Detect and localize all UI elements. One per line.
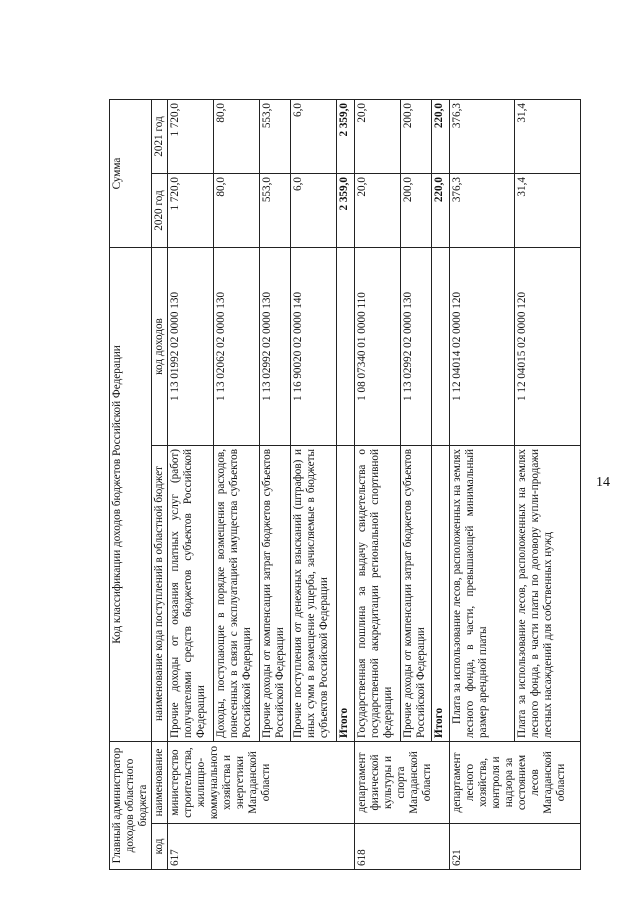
total-kbk-empty [432, 247, 449, 445]
row-2020: 553,0 [259, 173, 291, 247]
row-2021: 31,4 [515, 99, 581, 173]
row-2021: 376,3 [449, 99, 515, 173]
row-desc: Государственная пошлина за выдачу свидетельства о государственной аккредитации региональной спортивной федерации [354, 446, 400, 742]
total-2020: 220,0 [432, 173, 449, 247]
row-2020: 20,0 [354, 173, 400, 247]
row-2020: 80,0 [213, 173, 259, 247]
page-number: 14 [596, 475, 610, 490]
row-2021: 200,0 [400, 99, 432, 173]
row-desc: Прочие доходы от оказания платных услуг (работ) получателями средств бюджетов субъектов Российской Федерации [167, 446, 213, 742]
row-kbk: 1 13 01992 02 0000 130 [167, 247, 213, 445]
row-2020: 31,4 [515, 173, 581, 247]
row-2020: 6,0 [291, 173, 337, 247]
total-2021: 2 359,0 [337, 99, 354, 173]
group-code: 618 [354, 824, 449, 870]
header-year-2020: 2020 год [151, 173, 167, 247]
total-label: Итого [432, 446, 449, 742]
row-2021: 20,0 [354, 99, 400, 173]
group-name: департамент физической культуры и спорта Магаданской области [354, 742, 449, 824]
header-year-2021: 2021 год [151, 99, 167, 173]
row-desc: Прочие доходы от компенсации затрат бюджетов субъектов Российской Федерации [259, 446, 291, 742]
header-classification: Код классификации доходов бюджетов Российской Федерации [110, 247, 152, 741]
group-name: департамент лесного хозяйства, контроля и надзора за состоянием лесов Магаданской области [449, 742, 580, 824]
table-row [167, 99, 213, 869]
row-kbk: 1 13 02992 02 0000 130 [259, 247, 291, 445]
row-kbk: 1 16 90020 02 0000 140 [291, 247, 337, 445]
row-2020: 1 720,0 [167, 173, 213, 247]
total-2021: 220,0 [432, 99, 449, 173]
table-row [354, 99, 400, 869]
table-row [449, 99, 515, 869]
row-2021: 553,0 [259, 99, 291, 173]
header-row-2 [151, 99, 167, 869]
header-name: наименование [151, 742, 167, 824]
row-kbk: 1 13 02992 02 0000 130 [400, 247, 432, 445]
row-2021: 80,0 [213, 99, 259, 173]
group-name: министерство строительства, жилищно-коммунального хозяйства и энергетики Магаданской области [167, 742, 354, 824]
group-code: 621 [449, 824, 580, 870]
header-code: код [151, 824, 167, 870]
row-desc: Плата за использование лесов, расположенных на землях лесного фонда, в части, превышающей минимальный размер арендной платы [449, 446, 515, 742]
row-2020: 376,3 [449, 173, 515, 247]
header-income-code: код доходов [151, 247, 167, 445]
revenue-table [109, 99, 581, 870]
row-kbk: 1 12 04015 02 0000 120 [515, 247, 581, 445]
row-2021: 6,0 [291, 99, 337, 173]
row-2021: 1 720,0 [167, 99, 213, 173]
total-2020: 2 359,0 [337, 173, 354, 247]
header-main-admin: Главный администратор доходов областного бюджета [110, 742, 152, 870]
row-kbk: 1 08 07340 01 0000 110 [354, 247, 400, 445]
header-income-name: наименование кода поступлений в областной бюджет [151, 446, 167, 742]
row-desc: Плата за использование лесов, расположенных на землях лесного фонда, в части платы по договору купли-продажи лесных насаждений для собственных нужд [515, 446, 581, 742]
row-kbk: 1 13 02062 02 0000 130 [213, 247, 259, 445]
row-desc: Доходы, поступающие в порядке возмещения расходов, понесенных в связи с эксплуатацией имущества субъектов Российской Федерации [213, 446, 259, 742]
row-kbk: 1 12 04014 02 0000 120 [449, 247, 515, 445]
header-row-1 [110, 99, 152, 869]
row-2020: 200,0 [400, 173, 432, 247]
group-code: 617 [167, 824, 354, 870]
total-kbk-empty [337, 247, 354, 445]
header-amount: Сумма [110, 99, 152, 247]
row-desc: Прочие поступления от денежных взысканий (штрафов) и иных сумм в возмещение ущерба, зачисляемые в бюджеты субъектов Российской Федерации [291, 446, 337, 742]
rotated-table-container [109, 100, 581, 870]
row-desc: Прочие доходы от компенсации затрат бюджетов субъектов Российской Федерации [400, 446, 432, 742]
total-label: Итого [337, 446, 354, 742]
